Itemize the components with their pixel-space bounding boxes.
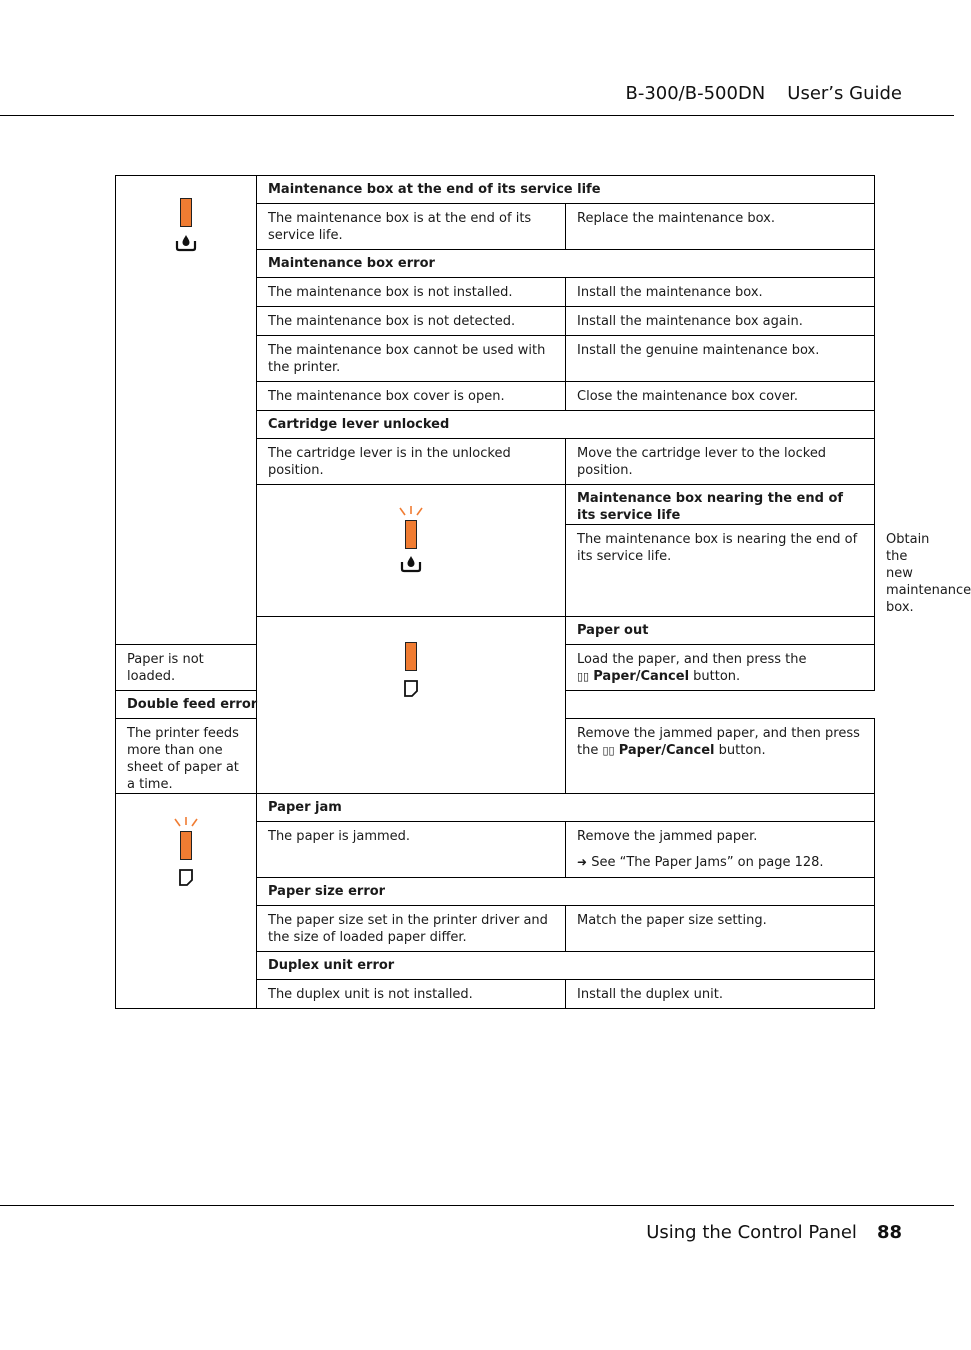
- button-name: Paper/Cancel: [593, 669, 690, 684]
- error-led-on-icon: [405, 642, 417, 671]
- solution-cell: Load the paper, and then press the ▯▯ Paper/Cancel button.: [566, 645, 875, 691]
- header-guide: User’s Guide: [787, 83, 902, 104]
- error-led-flashing-icon: [405, 520, 417, 549]
- section-title: Paper size error: [257, 878, 875, 906]
- paper-icon: [178, 868, 194, 887]
- section-title: Maintenance box nearing the end of its service life: [566, 485, 875, 525]
- solution-cell: Remove the jammed paper, and then press the ▯▯ Paper/Cancel button.: [566, 719, 875, 794]
- header-model: B-300/B-500DN: [625, 83, 766, 104]
- cause-cell: The maintenance box is at the end of its service life.: [257, 204, 566, 250]
- solution-cell: Install the duplex unit.: [566, 980, 875, 1009]
- paper-cancel-icon: ▯▯: [602, 744, 615, 757]
- led-indicator-cell: [116, 794, 257, 1009]
- cause-cell: Paper is not loaded.: [116, 645, 257, 691]
- header-rule: [0, 115, 954, 116]
- footer-section: Using the Control Panel: [646, 1222, 857, 1243]
- paper-cancel-icon: ▯▯: [577, 670, 590, 683]
- solution-cell: Replace the maintenance box.: [566, 204, 875, 250]
- led-indicator-cell: [116, 176, 257, 645]
- cause-cell: The cartridge lever is in the unlocked position.: [257, 439, 566, 485]
- page-header: [625, 83, 902, 104]
- error-led-on-icon: [180, 198, 192, 227]
- cause-cell: The maintenance box is nearing the end of its service life.: [566, 525, 875, 617]
- solution-cell: Install the genuine maintenance box.: [566, 336, 875, 382]
- solution-cell: Close the maintenance box cover.: [566, 382, 875, 411]
- maintenance-box-icon: [174, 233, 198, 253]
- solution-cell: Remove the jammed paper. ➜ See “The Paper Jams” on page 128.: [566, 822, 875, 878]
- maintenance-box-icon: [399, 554, 423, 574]
- cross-reference: ➜ See “The Paper Jams” on page 128.: [577, 855, 824, 870]
- solution-cell: Match the paper size setting.: [566, 906, 875, 952]
- cause-cell: The maintenance box is not detected.: [257, 307, 566, 336]
- arrow-right-icon: ➜: [577, 855, 588, 869]
- section-title: Maintenance box at the end of its service life: [257, 176, 875, 204]
- button-name: Paper/Cancel: [618, 743, 715, 758]
- flashing-rays-icon: [398, 505, 424, 517]
- solution-cell: Install the maintenance box again.: [566, 307, 875, 336]
- solution-cell: Install the maintenance box.: [566, 278, 875, 307]
- page-footer: [646, 1222, 902, 1243]
- cause-cell: The duplex unit is not installed.: [257, 980, 566, 1009]
- cause-cell: The paper is jammed.: [257, 822, 566, 878]
- cause-cell: The maintenance box cannot be used with the printer.: [257, 336, 566, 382]
- cause-cell: The maintenance box is not installed.: [257, 278, 566, 307]
- page-number: 88: [876, 1222, 902, 1243]
- cause-cell: The printer feeds more than one sheet of paper at a time.: [116, 719, 257, 794]
- cause-cell: The maintenance box cover is open.: [257, 382, 566, 411]
- section-title: Duplex unit error: [257, 952, 875, 980]
- solution-cell: Move the cartridge lever to the locked position.: [566, 439, 875, 485]
- error-led-flashing-icon: [180, 831, 192, 860]
- section-title: Cartridge lever unlocked: [257, 411, 875, 439]
- flashing-rays-icon: [173, 816, 199, 828]
- section-title: Double feed error: [116, 691, 566, 719]
- led-indicator-cell: [257, 485, 566, 617]
- section-title: Maintenance box error: [257, 250, 875, 278]
- error-table: Maintenance box at the end of its service life The maintenance box is at the end of its service life. Replace the maintenance box. Maintenance box error The maintenance box is not installed. Install the maintenance box. The maintenance box is not detected. Install the maintenance box again. The maintenance box cannot be used with the printer. Install the genuine maintenance box. The maintenance box cover is open. Close the maintenance box cover. Cartridge lever unlocked The cartridge lever is in the unlocked position. Move the cartridge lever to the locked position. Maintenance box nearing the end of its service life The maintenance box is nearing the end of its service life. Obtain the new maintenance box. Paper out Paper is not loaded. Load the paper, and then press the ▯▯ Paper/Cancel button. Double feed error The printer feeds more than one sheet of paper at a time. Remove the jammed paper, and then press the ▯▯ Paper/Cancel button. Paper jam The paper is jammed. Remove the jammed paper. ➜ See “The Paper Jams” on page 128. Paper size error The paper size set in the printer driver and the size of loaded paper differ. Match the paper size setting. Duplex unit error The duplex unit is not installed. Install the duplex unit.: [115, 175, 875, 1009]
- section-title: Paper jam: [257, 794, 875, 822]
- paper-icon: [403, 679, 419, 698]
- cause-cell: The paper size set in the printer driver and the size of loaded paper differ.: [257, 906, 566, 952]
- section-title: Paper out: [566, 617, 875, 645]
- footer-rule: [0, 1205, 954, 1206]
